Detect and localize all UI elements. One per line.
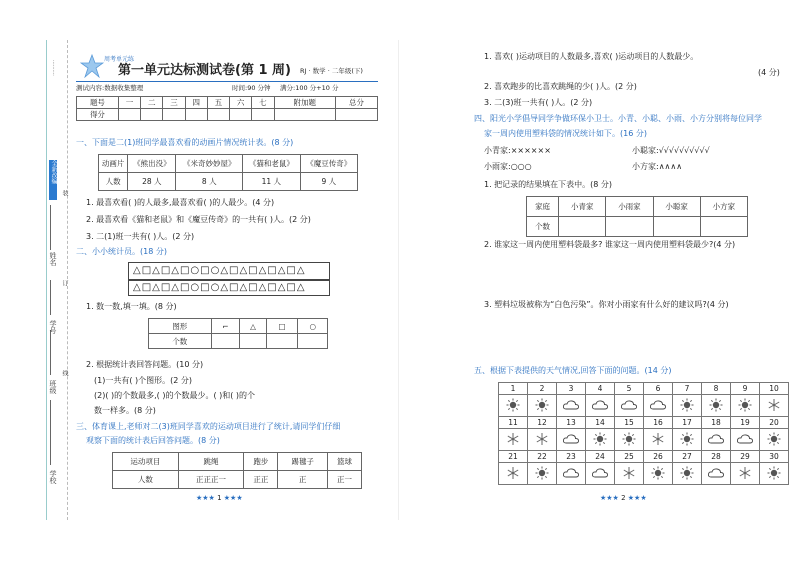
- footer-stars: ★★★: [600, 494, 619, 502]
- weather-day-number: 15: [615, 417, 644, 429]
- cloud-icon: [586, 463, 615, 485]
- sun-icon: [702, 395, 731, 417]
- q3-title-2: 观察下面的统计表后回答问题。(8 分): [86, 436, 220, 445]
- q1-sub3: 3. 二(1)班一共有( )人。(2 分): [86, 232, 195, 241]
- class-label: 班级: [49, 380, 57, 394]
- q4-sub1: 1. 把记录的结果填在下表中。(8 分): [484, 180, 613, 189]
- cut-mark-3: 线: [61, 370, 68, 376]
- snow-icon: [615, 463, 644, 485]
- footer-stars: ★★★: [223, 494, 243, 502]
- cartoon-table: [98, 154, 358, 191]
- weather-day-number: 5: [615, 383, 644, 395]
- number-line: [50, 280, 51, 315]
- test-content: 测试内容:数据收集整理: [76, 84, 144, 92]
- sun-icon: [673, 429, 702, 451]
- edition: RJ · 数学 · 二年级(下): [300, 67, 363, 75]
- shape-count-cell[interactable]: [211, 334, 240, 349]
- weather-day-number: 11: [499, 417, 528, 429]
- shape-count-cell[interactable]: [266, 334, 298, 349]
- r-line1-score: (4 分): [758, 68, 780, 77]
- cloud-icon: [557, 429, 586, 451]
- sun-icon: [528, 463, 557, 485]
- q3-title-1: 三、体育课上,老师对二(3)班同学喜欢的运动项目进行了统计,请同学们仔细: [76, 422, 341, 431]
- shape-count-cell[interactable]: [240, 334, 267, 349]
- q4-sub3: 3. 塑料垃圾被称为“白色污染”。你对小雨家有什么好的建议吗?(4 分): [484, 300, 729, 309]
- weather-day-number: 25: [615, 451, 644, 463]
- cloud-icon: [702, 429, 731, 451]
- score-header: 附加题: [274, 97, 336, 109]
- q5-title: 五、根据下表提供的天气情况,回答下面的问题。(14 分): [474, 366, 672, 375]
- weather-table: [498, 382, 789, 485]
- sport-tally: 正正正一: [178, 471, 244, 489]
- weather-day-number: 2: [528, 383, 557, 395]
- weather-day-number: 17: [673, 417, 702, 429]
- r-line3: 3. 二(3)班一共有( )人。(2 分): [484, 98, 593, 107]
- cartoon-header: 《猫和老鼠》: [243, 155, 300, 173]
- side-tag-bar: [49, 160, 57, 200]
- cartoon-value: 11 人: [243, 173, 300, 191]
- sport-row-label: 人数: [113, 471, 179, 489]
- snow-icon: [760, 395, 789, 417]
- sport-table: [112, 452, 362, 489]
- q4-title-1: 四、阳光小学倡导同学争做环保小卫士。小青、小聪、小雨、小方分别将每位同学: [474, 114, 762, 123]
- score-header: 总分: [336, 97, 378, 109]
- shape-count-table: [148, 318, 328, 349]
- cloud-icon: [731, 429, 760, 451]
- weather-day-number: 13: [557, 417, 586, 429]
- weather-day-number: 16: [644, 417, 673, 429]
- sport-tally: 正: [278, 471, 328, 489]
- weather-day-number: 28: [702, 451, 731, 463]
- footer-stars: ★★★: [627, 494, 647, 502]
- bag-count-cell[interactable]: [606, 217, 653, 237]
- shape-header: □: [266, 319, 298, 334]
- sun-icon: [528, 395, 557, 417]
- bag-header: 小聪家: [653, 197, 700, 217]
- weather-day-number: 4: [586, 383, 615, 395]
- weather-day-number: 8: [702, 383, 731, 395]
- test-time: 时间:90 分钟: [232, 84, 271, 92]
- cartoon-header: 《魔豆传奇》: [300, 155, 357, 173]
- footer-stars: ★★★: [196, 494, 215, 502]
- bag-header: 家庭: [527, 197, 559, 217]
- q4-sub2: 2. 谁家这一周内使用塑料袋最多? 谁家这一周内使用塑料袋最少?(4 分): [484, 240, 736, 249]
- snow-icon: [499, 463, 528, 485]
- class-line: [50, 330, 51, 375]
- q2-line3: 数一样多。(8 分): [94, 406, 156, 415]
- shape-count-cell[interactable]: [298, 334, 328, 349]
- weather-day-number: 18: [702, 417, 731, 429]
- score-cell[interactable]: [163, 109, 185, 121]
- name-line: [50, 205, 51, 250]
- cartoon-value: 8 人: [176, 173, 243, 191]
- weather-day-number: 7: [673, 383, 702, 395]
- shapes-box: [128, 262, 330, 280]
- page-footer-left: [196, 494, 243, 502]
- weather-day-number: 12: [528, 417, 557, 429]
- sport-header: 跑步: [244, 453, 278, 471]
- weather-day-number: 29: [731, 451, 760, 463]
- r-line1: 1. 喜欢( )运动项目的人数最多,喜欢( )运动项目的人数最少。: [484, 52, 699, 61]
- sun-icon: [673, 463, 702, 485]
- cartoon-row-label: 人数: [99, 173, 128, 191]
- yu-record: 小雨家:○○○: [484, 162, 532, 171]
- snow-icon: [528, 429, 557, 451]
- star-logo-icon: [80, 54, 104, 78]
- shape-row-label: 个数: [149, 334, 212, 349]
- bag-header: 小雨家: [606, 197, 653, 217]
- score-cell[interactable]: [141, 109, 163, 121]
- cloud-icon: [615, 395, 644, 417]
- score-header: 一: [118, 97, 140, 109]
- badge: 周考单元练: [104, 56, 135, 63]
- score-cell[interactable]: [252, 109, 274, 121]
- side-notice: ··········: [50, 60, 56, 76]
- shape-header: △: [240, 319, 267, 334]
- q1-sub2: 2. 最喜欢看《猫和老鼠》和《魔豆传奇》的一共有( )人。(2 分): [86, 215, 311, 224]
- bag-count-cell[interactable]: [653, 217, 700, 237]
- name-label: 姓名: [49, 252, 57, 266]
- cloud-icon: [586, 395, 615, 417]
- weather-day-number: 21: [499, 451, 528, 463]
- fang-record: 小方家:∧∧∧∧: [632, 162, 683, 171]
- sport-tally: 正一: [328, 471, 362, 489]
- weather-day-number: 27: [673, 451, 702, 463]
- side-tag: 全新改编: [50, 160, 57, 184]
- cut-mark-2: 订: [61, 280, 68, 286]
- score-header: 五: [207, 97, 229, 109]
- cartoon-value: 9 人: [300, 173, 357, 191]
- weather-day-number: 20: [760, 417, 789, 429]
- score-cell[interactable]: [207, 109, 229, 121]
- weather-day-number: 3: [557, 383, 586, 395]
- page-divider: [398, 40, 399, 520]
- sun-icon: [760, 463, 789, 485]
- cut-mark-1: 装: [61, 190, 68, 196]
- shapes-sequence-2: △□△□△□○□○△□△□△□△□△: [133, 282, 306, 293]
- bag-header: 小方家: [700, 197, 747, 217]
- weather-day-number: 10: [760, 383, 789, 395]
- weather-day-number: 24: [586, 451, 615, 463]
- bag-count-cell[interactable]: [559, 217, 606, 237]
- shapes-sequence: △□△□△□○□○△□△□△□△□△: [133, 265, 306, 276]
- shape-header: 图形: [149, 319, 212, 334]
- score-row-label: 得分: [77, 109, 119, 121]
- q2-sub2: 2. 根据统计表回答问题。(10 分): [86, 360, 204, 369]
- title-rule: [76, 81, 378, 82]
- weather-day-number: 19: [731, 417, 760, 429]
- score-cell[interactable]: [230, 109, 252, 121]
- weather-day-number: 6: [644, 383, 673, 395]
- score-header: 二: [141, 97, 163, 109]
- sun-icon: [644, 463, 673, 485]
- sun-icon: [731, 395, 760, 417]
- qing-record: 小青家:××××××: [484, 146, 551, 155]
- bag-row-label: 个数: [527, 217, 559, 237]
- sun-icon: [499, 395, 528, 417]
- r-line2: 2. 喜欢跑步的比喜欢跳绳的少( )人。(2 分): [484, 82, 637, 91]
- cloud-icon: [557, 395, 586, 417]
- q1-title: 一、下面是二(1)班同学最喜欢看的动画片情况统计表。(8 分): [76, 138, 294, 147]
- score-cell[interactable]: [118, 109, 140, 121]
- score-header: 七: [252, 97, 274, 109]
- bag-header: 小青家: [559, 197, 606, 217]
- q2-title: 二、小小统计员。(18 分): [76, 247, 167, 256]
- score-header: 六: [230, 97, 252, 109]
- page-number-2: 2: [621, 494, 626, 502]
- cartoon-header: 《米奇妙妙屋》: [176, 155, 243, 173]
- weather-day-number: 22: [528, 451, 557, 463]
- weather-day-number: 14: [586, 417, 615, 429]
- score-cell[interactable]: [185, 109, 207, 121]
- cloud-icon: [557, 463, 586, 485]
- page-footer-right: [600, 494, 647, 502]
- cloud-icon: [644, 395, 673, 417]
- shape-header: ○: [298, 319, 328, 334]
- page-title: 第一单元达标测试卷(第 1 周): [118, 63, 291, 78]
- bag-count-cell[interactable]: [700, 217, 747, 237]
- cartoon-header: 《熊出没》: [128, 155, 176, 173]
- sport-header: 踢毽子: [278, 453, 328, 471]
- school-label: 学校: [49, 470, 57, 484]
- q4-title-2: 家一周内使用塑料袋的情况统计如下。(16 分): [484, 129, 647, 138]
- snow-icon: [499, 429, 528, 451]
- score-header: 四: [185, 97, 207, 109]
- weather-day-number: 30: [760, 451, 789, 463]
- sport-header: 跳绳: [178, 453, 244, 471]
- cartoon-header: 动画片: [99, 155, 128, 173]
- school-line: [50, 400, 51, 465]
- weather-day-number: 26: [644, 451, 673, 463]
- sport-tally: 正正: [244, 471, 278, 489]
- sun-icon: [586, 429, 615, 451]
- score-header: 题号: [77, 97, 119, 109]
- shapes-box-2: [128, 280, 330, 296]
- q2-line2: (2)( )的个数最多,( )的个数最少。( )和( )的个: [94, 391, 256, 400]
- sun-icon: [615, 429, 644, 451]
- cloud-icon: [702, 463, 731, 485]
- q2-sub1: 1. 数一数,填一填。(8 分): [86, 302, 177, 311]
- weather-day-number: 1: [499, 383, 528, 395]
- score-cell[interactable]: [336, 109, 378, 121]
- bag-table: [526, 196, 748, 237]
- score-cell[interactable]: [274, 109, 336, 121]
- snow-icon: [644, 429, 673, 451]
- sport-header: 篮球: [328, 453, 362, 471]
- cartoon-value: 28 人: [128, 173, 176, 191]
- shape-header: ⌐: [211, 319, 240, 334]
- score-table: [76, 96, 378, 121]
- score-header: 三: [163, 97, 185, 109]
- weather-day-number: 23: [557, 451, 586, 463]
- q1-sub1: 1. 最喜欢看( )的人最多,最喜欢看( )的人最少。(4 分): [86, 198, 275, 207]
- sun-icon: [760, 429, 789, 451]
- page-number-1: 1: [217, 494, 222, 502]
- snow-icon: [731, 463, 760, 485]
- sport-header: 运动项目: [113, 453, 179, 471]
- full-score: 满分:100 分+10 分: [280, 84, 339, 92]
- q2-line1: (1)一共有( )个图形。(2 分): [94, 376, 192, 385]
- cong-record: 小聪家:√√√√√√√√√√: [632, 146, 710, 155]
- number-label: 学号: [49, 320, 57, 334]
- sun-icon: [673, 395, 702, 417]
- weather-day-number: 9: [731, 383, 760, 395]
